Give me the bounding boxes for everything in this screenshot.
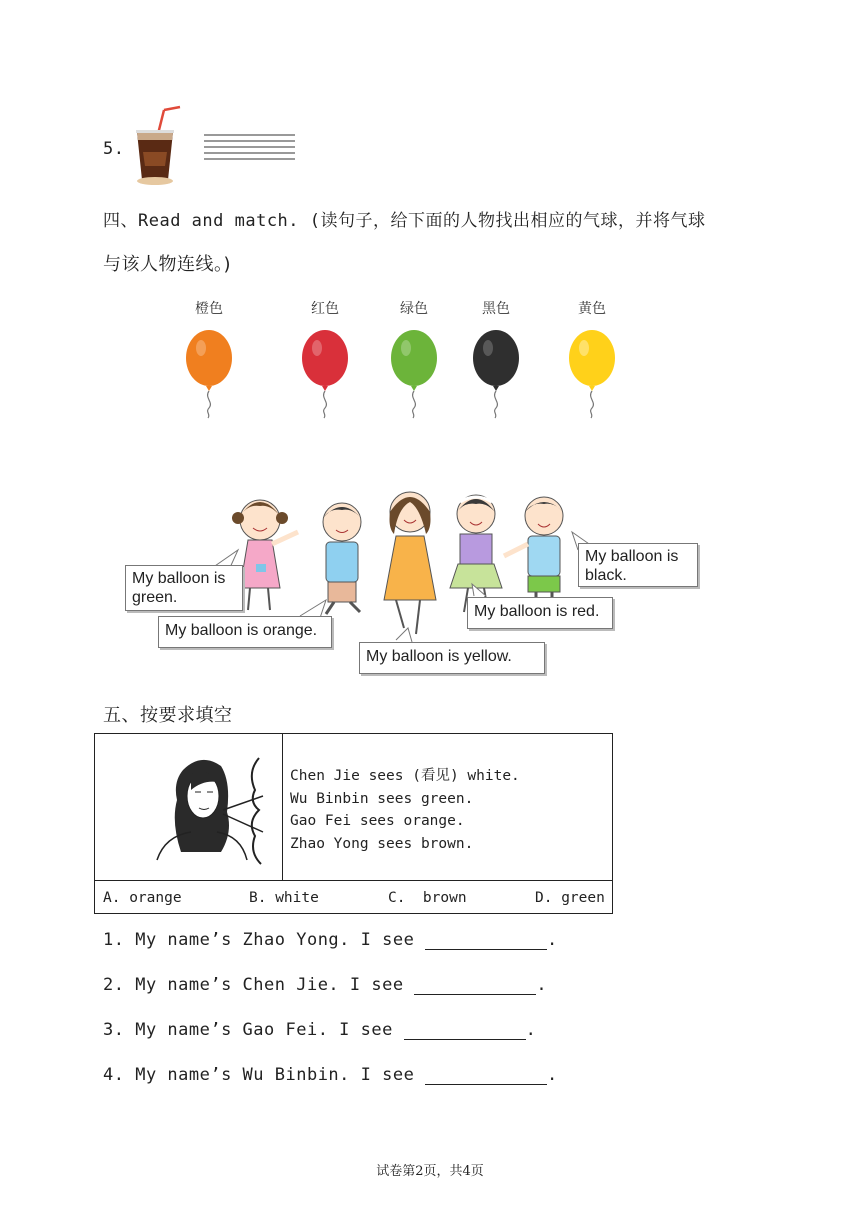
boy-green-shorts-icon[interactable] (504, 497, 563, 606)
question-2 (103, 975, 547, 995)
section5-heading: 五、按要求填空 (103, 705, 233, 726)
question-1 (103, 930, 558, 950)
answer-lines[interactable] (204, 133, 296, 161)
answer-blank[interactable] (425, 1067, 547, 1085)
option-c: C. brown (388, 890, 467, 906)
bubble-green: My balloon is green. (125, 565, 243, 611)
sentence-wu-binbin: Wu Binbin sees green. (290, 790, 474, 807)
balloon-row (172, 298, 642, 428)
balloon-icon (565, 326, 619, 421)
table-divider (282, 734, 283, 880)
sentence-chen-jie: Chen Jie sees (看见) white. (290, 768, 520, 784)
sentence-list (290, 765, 520, 855)
bubble-red: My balloon is red. (467, 597, 613, 629)
question-text: 4. My name’s Wu Binbin. I see (103, 1065, 426, 1085)
balloon-icon (182, 326, 236, 421)
section4-heading: 四、Read and match. (读句子，给下面的人物找出相应的气球，并将气球 (103, 211, 706, 231)
question-text: 2. My name’s Chen Jie. I see (103, 975, 415, 995)
section4-heading-cont: 与该人物连线。) (103, 254, 232, 275)
option-a: A. orange (103, 890, 182, 906)
question-5-number: 5. (103, 139, 125, 159)
balloon-yellow[interactable] (575, 298, 609, 318)
question-end: . (547, 1065, 558, 1085)
balloon-label: 红色 (311, 301, 339, 317)
answer-blank[interactable] (414, 977, 536, 995)
page-footer: 试卷第2页，共4页 (376, 1164, 484, 1179)
bubble-black: My balloon is black. (578, 543, 698, 587)
sentence-gao-fei: Gao Fei sees orange. (290, 813, 465, 829)
balloon-label: 绿色 (400, 301, 428, 317)
boy-blue-icon[interactable] (323, 503, 361, 614)
question-3 (103, 1020, 536, 1040)
question-end: . (547, 930, 558, 950)
balloon-green[interactable] (397, 298, 431, 318)
balloon-icon (298, 326, 352, 421)
balloon-label: 橙色 (195, 301, 223, 317)
answer-blank[interactable] (404, 1022, 526, 1040)
question-4 (103, 1065, 558, 1085)
woman-portrait-icon (151, 752, 277, 868)
question-text: 1. My name’s Zhao Yong. I see (103, 930, 426, 950)
girl-yellow-icon[interactable] (384, 492, 436, 634)
info-table (94, 733, 613, 914)
question-text: 3. My name’s Gao Fei. I see (103, 1020, 404, 1040)
balloon-orange[interactable] (192, 298, 226, 318)
question-end: . (525, 1020, 537, 1040)
bubble-orange: My balloon is orange. (158, 616, 332, 648)
balloon-icon (469, 326, 523, 421)
table-divider (95, 880, 612, 881)
balloon-icon (387, 326, 441, 421)
balloon-label: 黄色 (578, 301, 606, 317)
balloon-black[interactable] (479, 298, 513, 318)
option-b: B. white (249, 890, 319, 906)
sentence-zhao-yong: Zhao Yong sees brown. (290, 835, 474, 852)
iced-drink-icon (128, 104, 186, 188)
question-end: . (536, 975, 548, 995)
balloon-red[interactable] (308, 298, 342, 318)
answer-blank[interactable] (425, 932, 547, 950)
bubble-yellow: My balloon is yellow. (359, 642, 545, 674)
option-d: D. green (535, 890, 605, 906)
balloon-label: 黑色 (482, 301, 510, 317)
